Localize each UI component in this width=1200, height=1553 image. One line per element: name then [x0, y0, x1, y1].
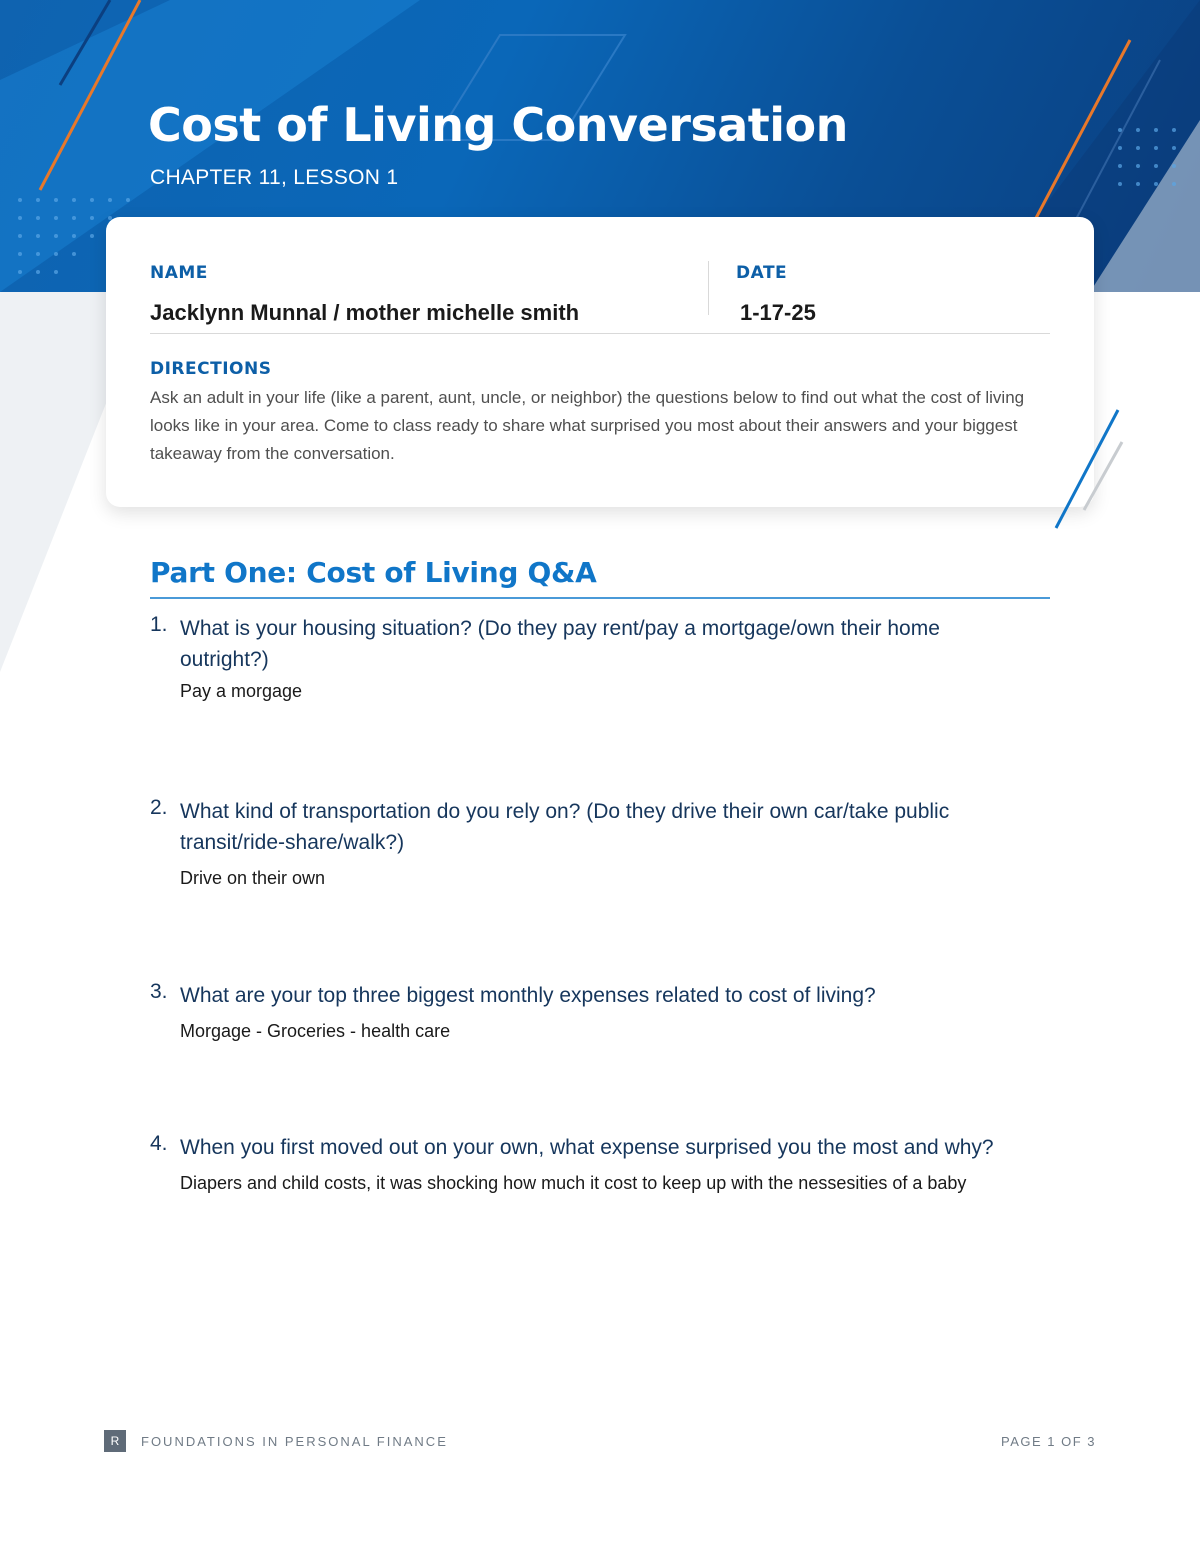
course-name: FOUNDATIONS IN PERSONAL FINANCE — [141, 1434, 448, 1449]
question-item — [150, 980, 1050, 1042]
name-label: NAME — [150, 263, 208, 283]
question-text: What kind of transportation do you rely on? (Do they drive their own car/take public transit/ride-share/walk?) — [180, 800, 950, 854]
section-rule — [150, 597, 1050, 599]
answer-text[interactable]: Morgage - Groceries - health care — [180, 1021, 451, 1041]
question-text: What is your housing situation? (Do they pay rent/pay a mortgage/own their home outright?) — [180, 617, 940, 671]
date-field[interactable]: 1-17-25 — [740, 300, 816, 325]
directions-label: DIRECTIONS — [150, 359, 272, 379]
question-number: 1. — [150, 613, 168, 636]
section-divider — [150, 333, 1050, 334]
directions-text: Ask an adult in your life (like a parent, aunt, uncle, or neighbor) the questions below to find out what the cost of living looks like in your area. Come to class ready to share what surprised you most about their answers and your biggest takeaway from the conversation. — [150, 388, 1025, 463]
question-item — [150, 796, 1050, 889]
student-info-card — [106, 217, 1094, 507]
question-number: 2. — [150, 796, 168, 819]
answer-text[interactable]: Drive on their own — [180, 868, 326, 888]
question-text: What are your top three biggest monthly expenses related to cost of living? — [180, 984, 876, 1007]
question-item — [150, 613, 1050, 702]
field-divider — [708, 261, 709, 315]
section-title: Part One: Cost of Living Q&A — [150, 556, 597, 589]
answer-text[interactable]: Diapers and child costs, it was shocking how much it cost to keep up with the nessesities of a baby — [180, 1173, 967, 1193]
name-field[interactable]: Jacklynn Munnal / mother michelle smith — [150, 300, 580, 325]
right-decoration — [1040, 400, 1140, 540]
question-number: 3. — [150, 980, 168, 1003]
brand-logo: R — [104, 1430, 126, 1452]
page-number: PAGE 1 OF 3 — [1000, 1434, 1096, 1449]
question-text: When you first moved out on your own, what expense surprised you the most and why? — [180, 1136, 994, 1159]
page-title: Cost of Living Conversation — [148, 98, 848, 152]
question-item — [150, 1132, 1050, 1194]
question-number: 4. — [150, 1132, 168, 1155]
chapter-lesson-label: CHAPTER 11, LESSON 1 — [150, 166, 399, 189]
date-label: DATE — [736, 263, 788, 283]
answer-text[interactable]: Pay a morgage — [180, 681, 303, 701]
